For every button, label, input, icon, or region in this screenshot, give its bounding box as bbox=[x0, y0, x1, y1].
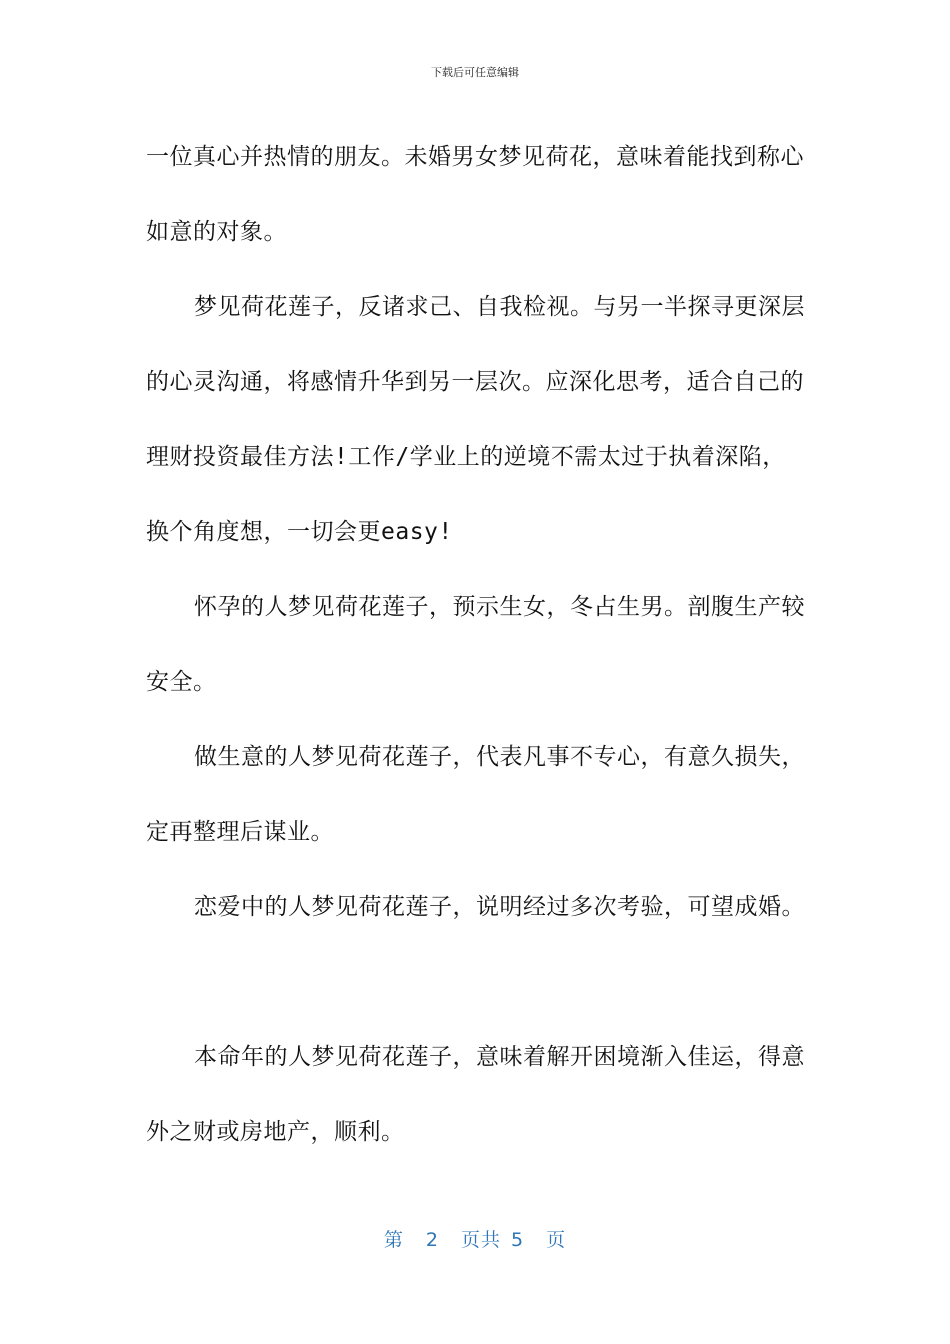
footer-di: 第 bbox=[383, 1229, 404, 1251]
footer-page-number: 2 bbox=[425, 1229, 439, 1251]
body-text bbox=[146, 120, 806, 1170]
paragraph-1: 一位真心并热情的朋友。未婚男女梦见荷花，意味着能找到称心如意的对象。 bbox=[146, 144, 804, 245]
paragraph-5: 恋爱中的人梦见荷花莲子，说明经过多次考验，可望成婚。 bbox=[194, 894, 805, 920]
footer-ye: 页 bbox=[546, 1229, 567, 1251]
footer-total-pages: 5 bbox=[511, 1229, 525, 1251]
footer-ye-gong: 页共 bbox=[460, 1229, 501, 1251]
page-footer bbox=[0, 1225, 950, 1252]
paragraph-2: 梦见荷花莲子，反诸求己、自我检视。与另一半探寻更深层的心灵沟通，将感情升华到另一层次。应深化思考，适合自己的理财投资最佳方法!工作/学业上的逆境不需太过于执着深陷，换个角度想，一切会更easy! bbox=[146, 294, 805, 545]
paragraph-3: 怀孕的人梦见荷花莲子，预示生女，冬占生男。剖腹生产较安全。 bbox=[146, 594, 805, 695]
header-note: 下载后可任意编辑 bbox=[431, 66, 519, 79]
paragraph-4: 做生意的人梦见荷花莲子，代表凡事不专心，有意久损失，定再整理后谋业。 bbox=[146, 744, 805, 845]
paragraph-6: 本命年的人梦见荷花莲子，意味着解开困境渐入佳运，得意外之财或房地产，顺利。 bbox=[146, 1044, 805, 1145]
